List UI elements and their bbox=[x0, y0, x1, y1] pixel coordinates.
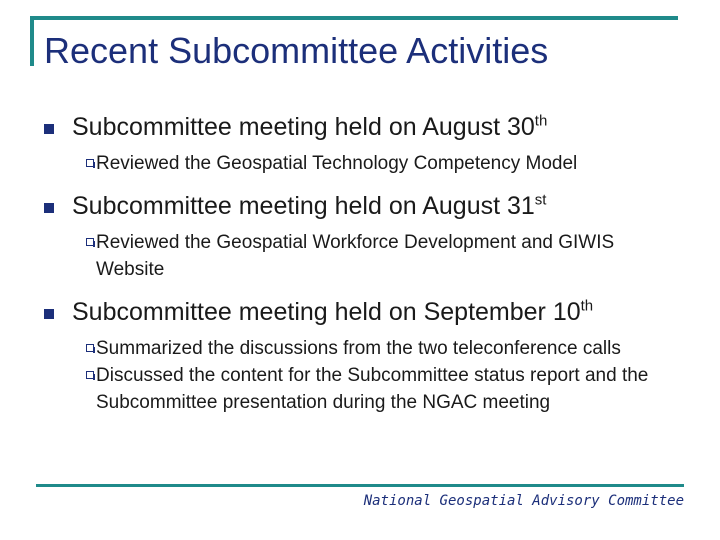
hollow-square-bullet-icon bbox=[86, 371, 94, 379]
hollow-square-bullet-icon bbox=[86, 159, 94, 167]
sub-bullet-text: Reviewed the Geospatial Technology Competency Model bbox=[96, 153, 578, 174]
bullet-item bbox=[44, 297, 684, 327]
sub-bullet-item bbox=[44, 335, 684, 362]
sub-bullet-item bbox=[44, 362, 684, 416]
sub-bullet-text: Summarized the discussions from the two teleconference calls bbox=[96, 338, 621, 359]
bullet-item bbox=[44, 112, 684, 142]
footer-rule bbox=[36, 484, 684, 487]
slide-title: Recent Subcommittee Activities bbox=[44, 30, 549, 71]
sub-bullet-text: Reviewed the Geospatial Workforce Development and GIWIS Website bbox=[96, 232, 615, 280]
bullet-item bbox=[44, 191, 684, 221]
sub-bullet-item bbox=[44, 229, 684, 283]
sub-bullet-item bbox=[44, 150, 684, 177]
sub-bullet-text: Discussed the content for the Subcommittee status report and the Subcommittee presentation during the NGAC meeting bbox=[96, 365, 649, 413]
hollow-square-bullet-icon bbox=[86, 238, 94, 246]
square-bullet-icon bbox=[44, 309, 54, 319]
hollow-square-bullet-icon bbox=[86, 344, 94, 352]
title-frame-left-rule bbox=[30, 16, 34, 66]
square-bullet-icon bbox=[44, 124, 54, 134]
bullet-list bbox=[44, 112, 684, 416]
bullet-text: Subcommittee meeting held on August 31st bbox=[72, 191, 547, 220]
footer-text: National Geospatial Advisory Committee bbox=[363, 493, 684, 509]
bullet-text: Subcommittee meeting held on August 30th bbox=[72, 112, 548, 141]
bullet-text: Subcommittee meeting held on September 10th bbox=[72, 297, 594, 326]
square-bullet-icon bbox=[44, 203, 54, 213]
title-frame-top-rule bbox=[30, 16, 678, 20]
